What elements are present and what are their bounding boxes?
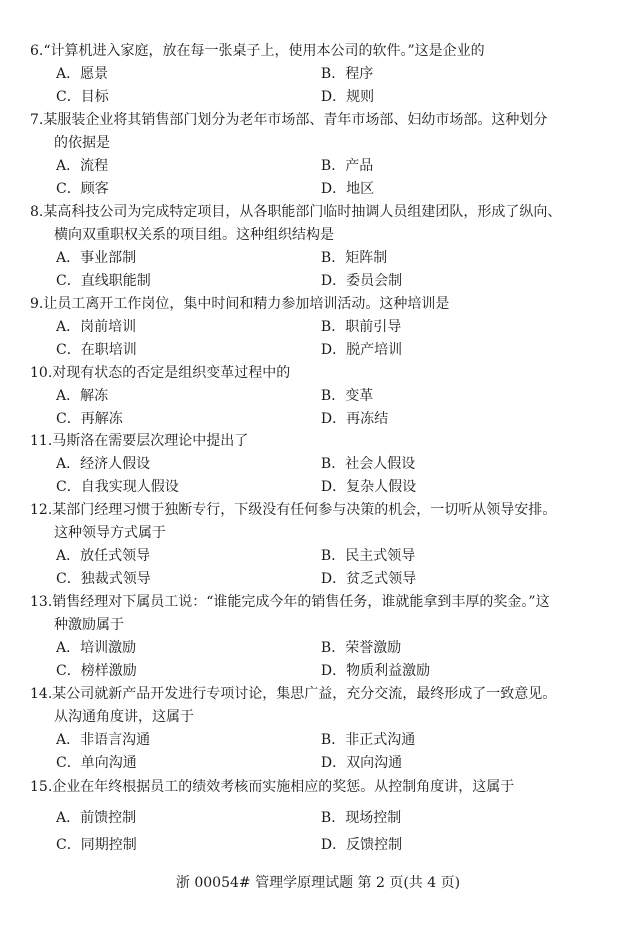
option-b: B．社会人假设 [320,456,416,472]
question-14 [30,683,610,775]
option-c: C．目标 [56,89,109,105]
options-row [30,316,610,339]
question-stem [30,499,610,545]
question-number: 15. [30,779,53,795]
option-d: D．委员会制 [320,273,403,289]
question-stem [30,109,610,155]
stem-line: 某部门经理习惯于独断专行，下级没有任何参与决策的机会，一切听从领导安排。 [52,502,557,518]
question-stem [30,776,610,799]
stem-line: 让员工离开工作岗位，集中时间和精力参加培训活动。这种培训是 [43,296,450,312]
options-row [30,637,610,660]
option-d: D．双向沟通 [320,755,403,771]
page-footer: 浙 00054# 管理学原理试题 第 2 页(共 4 页) [175,875,461,891]
option-d: D．地区 [320,181,375,197]
option-a: A．解冻 [56,388,109,404]
stem-line: 从沟通角度讲，这属于 [54,709,194,725]
option-a: A．培训激励 [56,640,137,656]
question-7 [30,109,610,201]
option-c: C．榜样激励 [56,663,137,679]
options-row [30,729,610,752]
question-8 [30,201,610,293]
option-b: B．矩阵制 [320,250,388,266]
stem-line: “计算机进入家庭，放在每一张桌子上，使用本公司的软件。”这是企业的 [43,43,485,59]
stem-line: 对现有状态的否定是组织变革过程中的 [52,365,291,381]
options-row [30,660,610,683]
options-row [30,476,610,499]
question-6 [30,40,610,109]
option-d: D．物质利益激励 [320,663,431,679]
stem-line: 销售经理对下属员工说：“谁能完成今年的销售任务，谁就能拿到丰厚的奖金。”这 [52,594,550,610]
question-number: 11. [30,433,53,449]
question-10 [30,362,610,431]
question-number: 12. [30,502,53,518]
question-stem [30,293,610,316]
option-d: D．再冻结 [320,411,389,427]
options-row [30,408,610,431]
question-stem [30,683,610,729]
option-d: D．复杂人假设 [320,479,417,495]
question-stem [30,430,610,453]
option-b: B．民主式领导 [320,548,416,564]
option-d: D．贫乏式领导 [320,571,417,587]
option-c: C．再解冻 [56,411,123,427]
question-number: 9. [30,296,44,312]
question-number: 7. [30,112,44,128]
stem-line: 某公司就新产品开发进行专项讨论，集思广益，充分交流，最终形成了一致意见。 [52,686,557,702]
stem-line: 的依据是 [54,135,110,151]
option-b: B．非正式沟通 [320,732,416,748]
question-stem [30,201,610,247]
option-b: B．荣誉激励 [320,640,402,656]
question-number: 10. [30,365,53,381]
option-d: D．规则 [320,89,375,105]
stem-line: 马斯洛在需要层次理论中提出了 [52,433,249,449]
options-row [30,63,610,86]
question-13 [30,591,610,683]
stem-line: 某服装企业将其销售部门划分为老年市场部、青年市场部、妇幼市场部。这种划分 [43,112,548,128]
option-a: A．流程 [56,158,109,174]
options-row [30,86,610,109]
option-b: B．产品 [320,158,374,174]
question-stem [30,591,610,637]
option-b: B．变革 [320,388,374,404]
options-row [30,270,610,293]
question-15 [30,776,610,857]
question-number: 8. [30,204,44,220]
question-stem [30,40,610,63]
question-12 [30,499,610,591]
question-11 [30,430,610,499]
option-d: D．脱产培训 [320,342,403,358]
question-number: 6. [30,43,44,59]
option-c: C．自我实现人假设 [56,479,179,495]
question-stem [30,362,610,385]
option-a: A．经济人假设 [56,456,151,472]
stem-line: 种激励属于 [54,617,124,633]
options-row [30,339,610,362]
option-b: B．程序 [320,66,374,82]
option-a: A．岗前培训 [56,319,137,335]
option-c: C．直线职能制 [56,273,151,289]
options-row [30,834,610,857]
options-row [30,752,610,775]
option-a: A．放任式领导 [56,548,151,564]
options-row [30,453,610,476]
option-c: C．在职培训 [56,342,137,358]
option-a: A．前馈控制 [56,810,137,826]
option-d: D．反馈控制 [320,837,403,853]
question-number: 14. [30,686,53,702]
option-c: C．单向沟通 [56,755,137,771]
options-row [30,545,610,568]
option-b: B．现场控制 [320,810,402,826]
stem-line: 这种领导方式属于 [54,525,166,541]
stem-line: 某高科技公司为完成特定项目，从各职能部门临时抽调人员组建团队，形成了纵向、 [43,204,562,220]
options-row [30,385,610,408]
question-number: 13. [30,594,53,610]
options-row [30,568,610,591]
option-c: C．独裁式领导 [56,571,151,587]
stem-line: 企业在年终根据员工的绩效考核而实施相应的奖惩。从控制角度讲，这属于 [52,779,515,795]
option-a: A．愿景 [56,66,109,82]
option-c: C．顾客 [56,181,109,197]
option-a: A．事业部制 [56,250,137,266]
option-a: A．非语言沟通 [56,732,151,748]
options-row [30,155,610,178]
options-row [30,178,610,201]
stem-line: 横向双重职权关系的项目组。这种组织结构是 [54,227,334,243]
option-b: B．职前引导 [320,319,402,335]
option-c: C．同期控制 [56,837,137,853]
options-row [30,807,610,830]
question-9 [30,293,610,362]
options-row [30,247,610,270]
